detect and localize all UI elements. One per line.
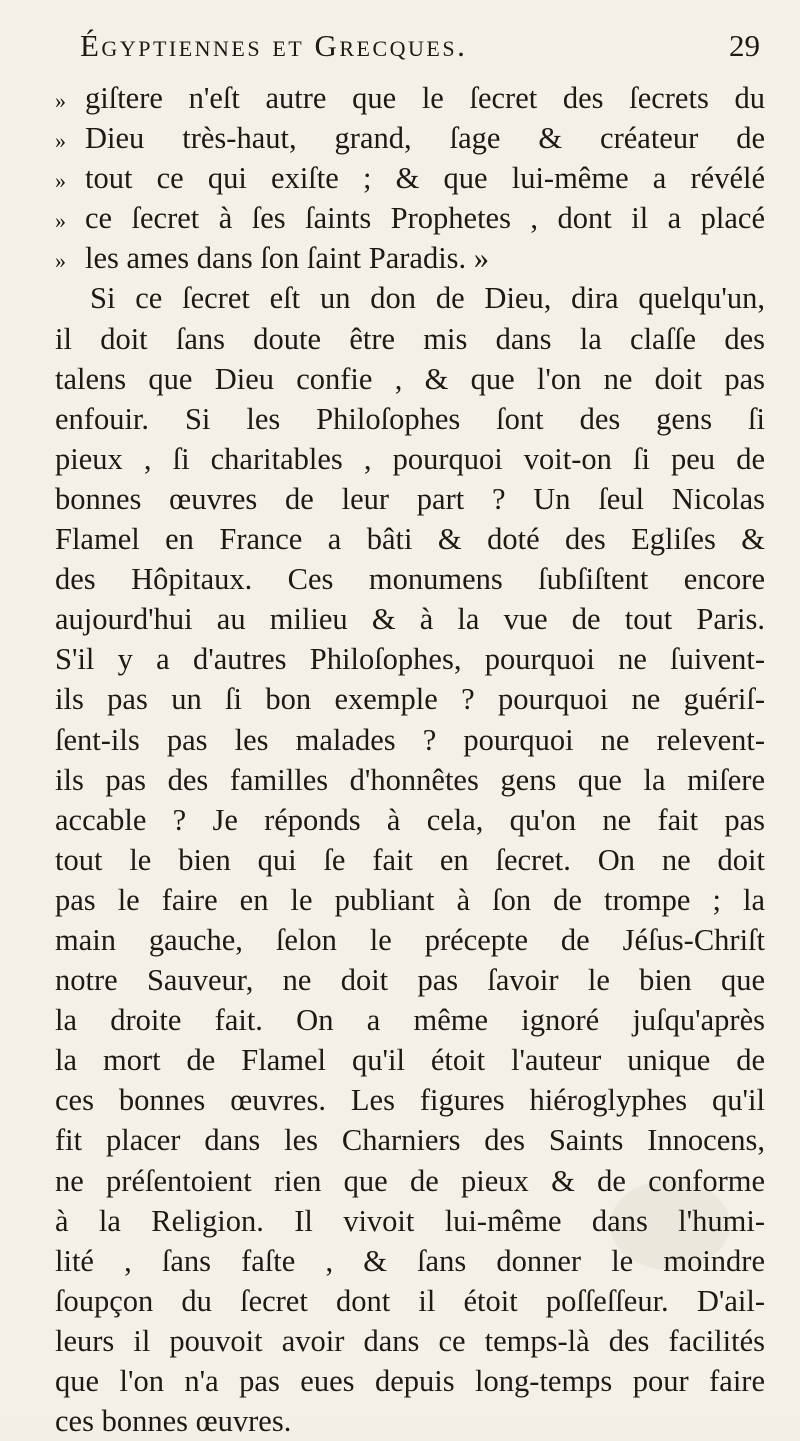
paragraph-line: Flamel en France a bâti & doté des Egliſes & <box>55 522 765 557</box>
quote-mark: » <box>55 128 66 154</box>
paragraph-line: la droite fait. On a même ignoré juſqu'après <box>55 1003 765 1038</box>
paragraph-line: S'il y a d'autres Philoſophes, pourquoi ne ſuivent- <box>55 642 765 677</box>
paragraph-line: bonnes œuvres de leur part ? Un ſeul Nicolas <box>55 481 765 516</box>
paragraph-line: ces bonnes œuvres. Les figures hiéroglyphes qu'il <box>55 1083 765 1118</box>
paragraph-line: accable ? Je réponds à cela, qu'on ne fait pas <box>55 802 765 837</box>
quote-line <box>55 78 765 118</box>
quote-line-text: Dieu très-haut, grand, ſage & créateur de <box>85 121 765 156</box>
paragraph-line: que l'on n'a pas eues depuis long-temps pour faire <box>55 1364 765 1398</box>
quotation-block <box>55 78 765 278</box>
paragraph-line: talens que Dieu confie , & que l'on ne doit pas <box>55 361 765 396</box>
paragraph-line: il doit ſans doute être mis dans la claſſe des <box>55 321 765 356</box>
quote-line <box>55 158 765 198</box>
paragraph-line: ſent-ils pas les malades ? pourquoi ne relevent- <box>55 722 765 757</box>
quote-mark: » <box>55 168 66 194</box>
quote-line <box>55 198 765 238</box>
paragraph-line: tout le bien qui ſe fait en ſecret. On ne doit <box>55 842 765 877</box>
quote-mark: » <box>55 208 66 234</box>
quote-line-text: les ames dans ſon ſaint Paradis. » <box>85 241 490 276</box>
paragraph-line: lité , ſans faſte , & ſans donner le moindre <box>55 1243 765 1278</box>
quote-line-text: ce ſecret à ſes ſaints Prophetes , dont il a placé <box>85 201 765 236</box>
paragraph-line: ne préſentoient rien que de pieux & de conforme <box>55 1163 765 1198</box>
paragraph-line: main gauche, ſelon le précepte de Jéſus-Chriſt <box>55 922 765 957</box>
page-number: 29 <box>729 28 760 63</box>
paragraph-line: Si ce ſecret eſt un don de Dieu, dira quelqu'un, <box>90 281 765 316</box>
paragraph-line: ils pas des familles d'honnêtes gens que la miſere <box>55 762 765 797</box>
main-paragraph <box>55 278 765 1441</box>
paragraph-line: à la Religion. Il vivoit lui-même dans l'humi- <box>55 1203 765 1238</box>
quote-line-text: tout ce qui exiſte ; & que lui-même a révélé <box>85 161 765 196</box>
paragraph-line: ſoupçon du ſecret dont il étoit poſſeſſeur. D'ail- <box>55 1283 765 1318</box>
paragraph-line: fit placer dans les Charniers des Saints Innocens, <box>55 1123 765 1158</box>
paragraph-line: ces bonnes œuvres. <box>55 1404 292 1439</box>
quote-line <box>55 238 765 278</box>
page-header <box>80 28 760 74</box>
paragraph-line: leurs il pouvoit avoir dans ce temps-là des facilités <box>55 1323 765 1358</box>
quote-mark: » <box>55 88 66 113</box>
paragraph-line: notre Sauveur, ne doit pas ſavoir le bien que <box>55 963 765 998</box>
paragraph-line: la mort de Flamel qu'il étoit l'auteur unique de <box>55 1043 765 1078</box>
quote-mark: » <box>55 248 66 274</box>
paragraph-line: enfouir. Si les Philoſophes ſont des gens ſi <box>55 401 765 436</box>
paragraph-line: aujourd'hui au milieu & à la vue de tout Paris. <box>55 602 765 637</box>
quote-line-text: giſtere n'eſt autre que le ſecret des ſecrets du <box>85 81 765 115</box>
running-title: Égyptiennes et Grecques. <box>80 28 468 63</box>
paragraph-line: des Hôpitaux. Ces monumens ſubſiſtent encore <box>55 562 765 597</box>
quote-line <box>55 118 765 158</box>
body-text <box>55 78 765 1441</box>
paragraph-line: ils pas un ſi bon exemple ? pourquoi ne guériſ- <box>55 682 765 717</box>
paragraph-line: pieux , ſi charitables , pourquoi voit-on ſi peu de <box>55 441 765 476</box>
paragraph-line: pas le faire en le publiant à ſon de trompe ; la <box>55 882 765 917</box>
